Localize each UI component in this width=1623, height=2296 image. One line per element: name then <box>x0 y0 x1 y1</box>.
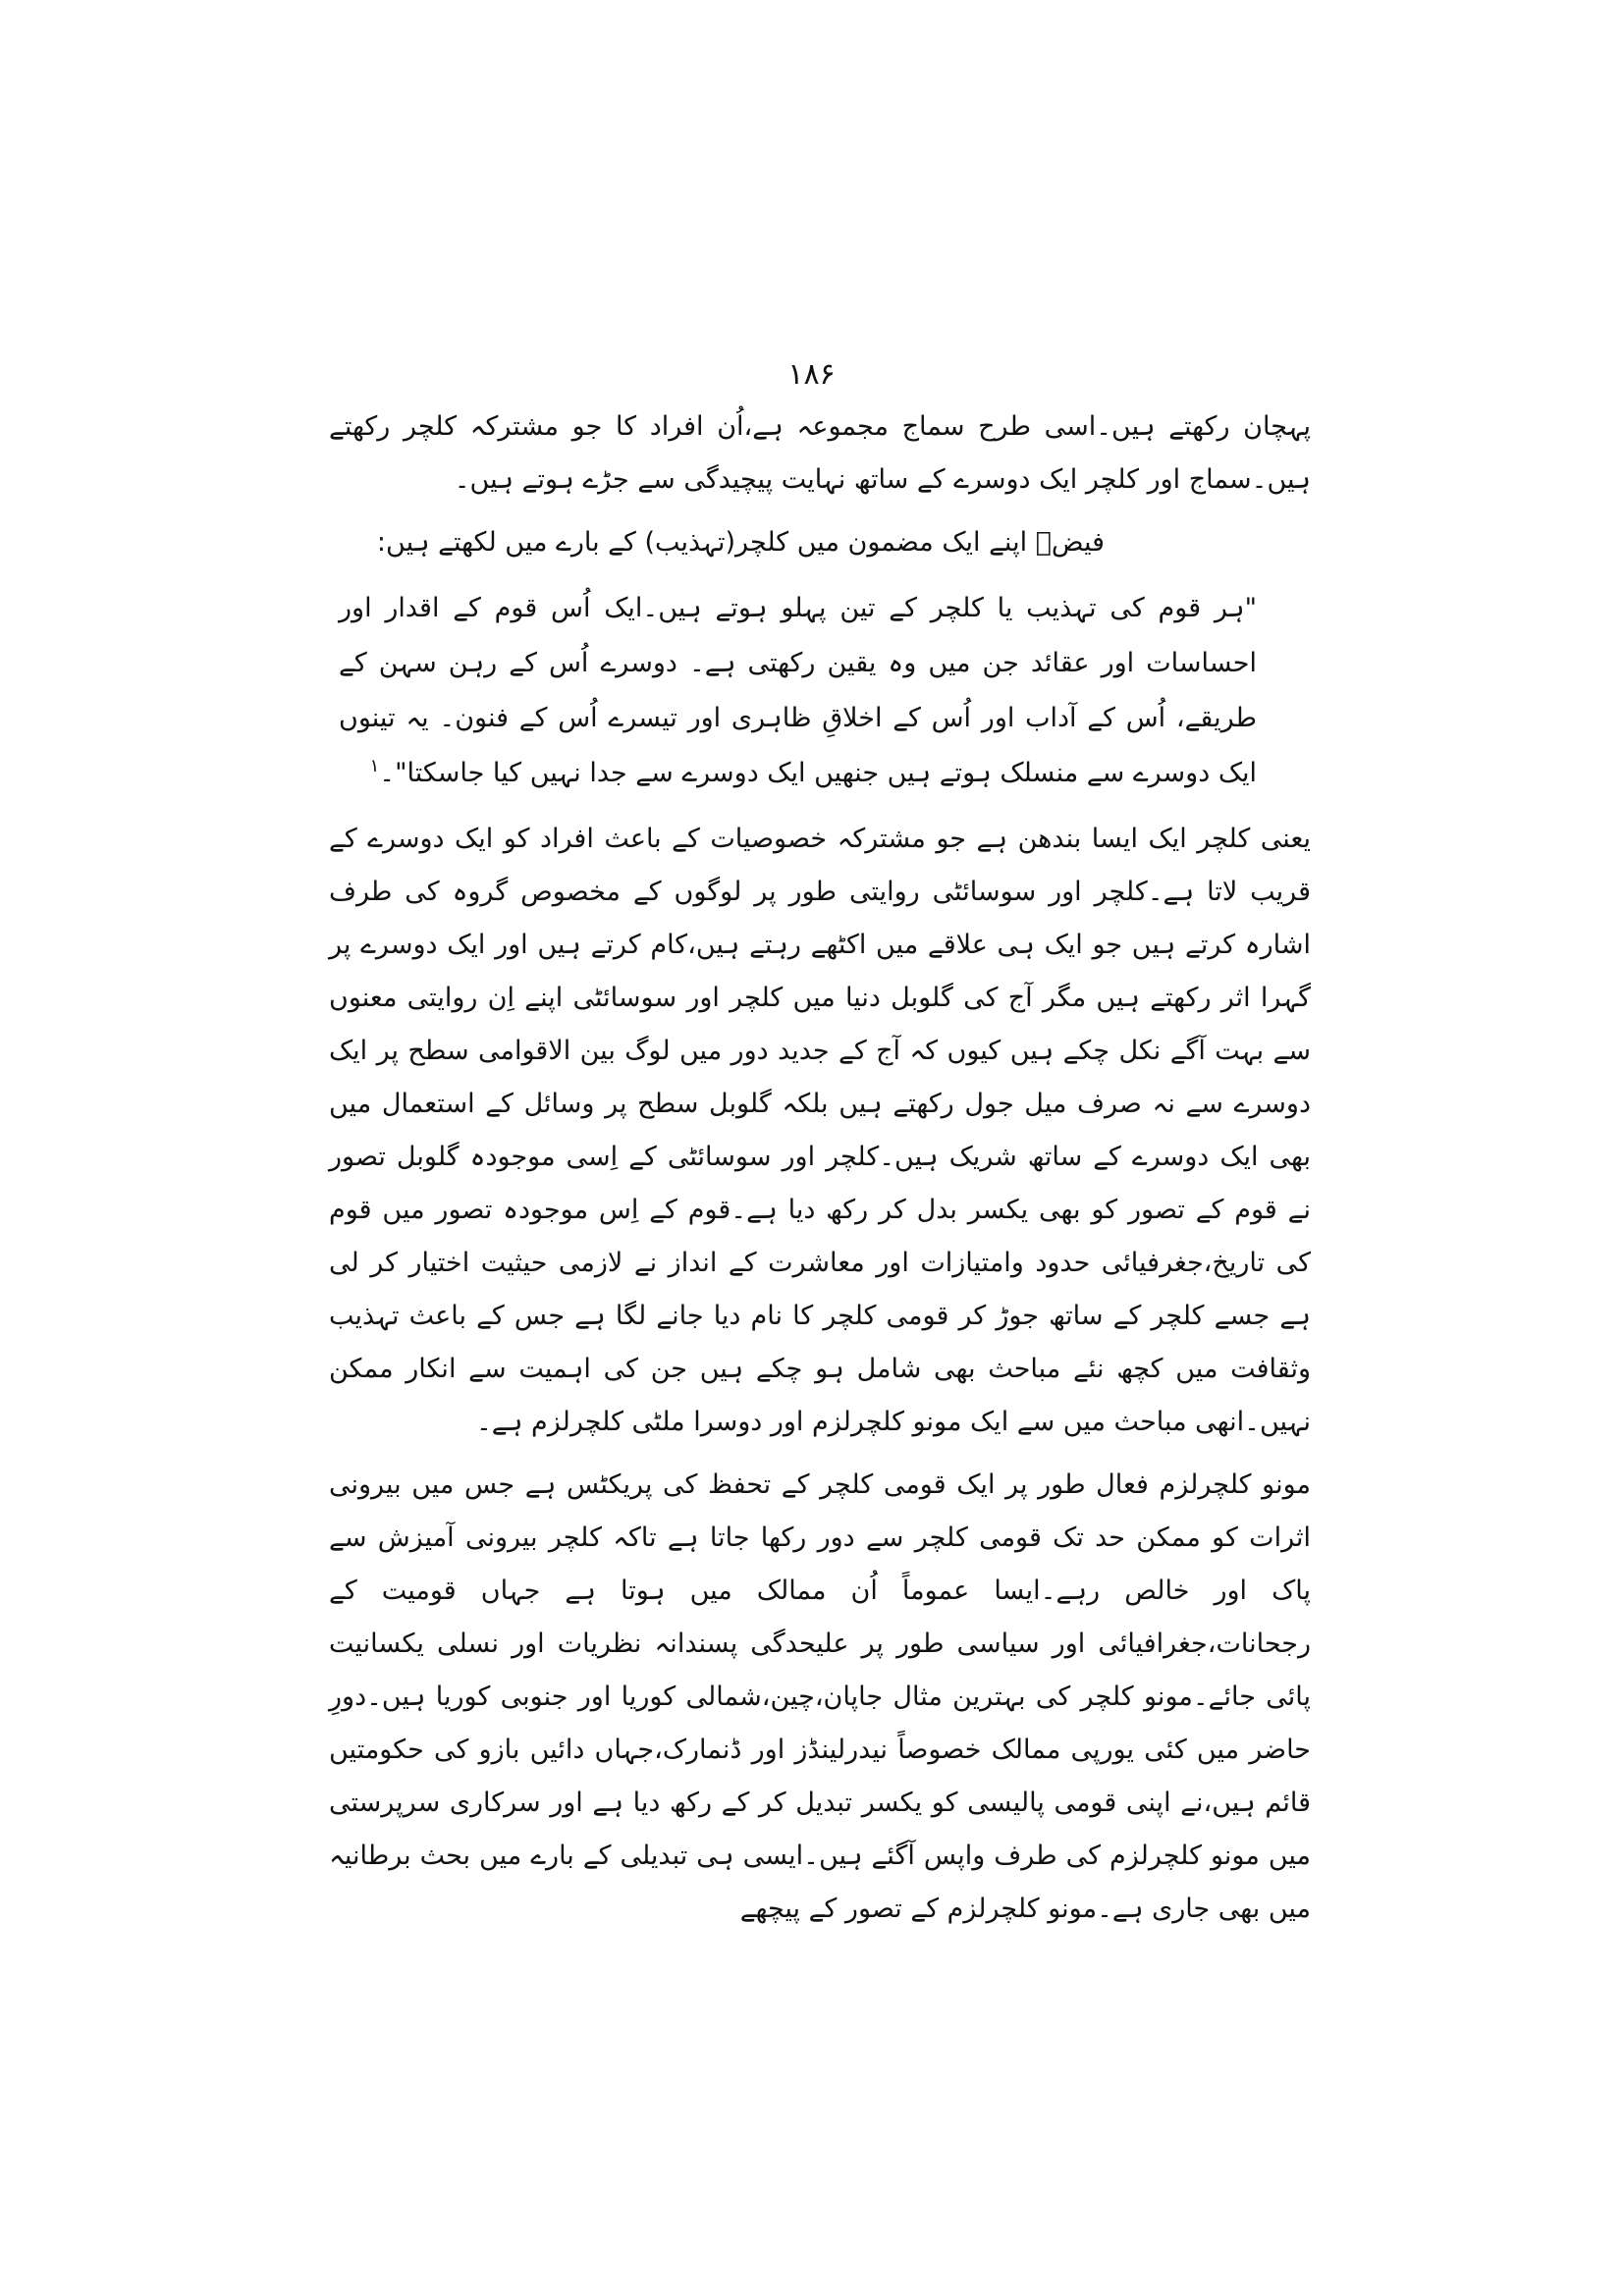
page-text <box>329 400 1311 1946</box>
paragraph-monoculturalism: مونو کلچرلزم فعال طور پر ایک قومی کلچر کے تحفظ کی پریکٹس ہے جس میں بیرونی اثرات کو ممکن حد تک قومی کلچر سے دور رکھا جاتا ہے تاکہ کلچر بیرونی آمیزش سے پاک اور خالص رہے۔ایسا عموماً اُن ممالک میں ہوتا ہے جہاں قومیت کے رجحانات،جغرافیائی اور سیاسی طور پر علیحدگی پسندانہ نظریات اور نسلی یکسانیت پائی جائے۔مونو کلچر کی بہترین مثال جاپان،چین،شمالی کوریا اور جنوبی کوریا ہیں۔دورِ حاضر میں کئی یورپی ممالک خصوصاً نیدرلینڈز اور ڈنمارک،جہاں دائیں بازو کی حکومتیں قائم ہیں،نے اپنی قومی پالیسی کو یکسر تبدیل کر کے رکھ دیا ہے اور سرکاری سرپرستی میں مونو کلچرلزم کی طرف واپس آگئے ہیں۔ایسی ہی تبدیلی کے بارے میں بحث برطانیہ میں بھی جاری ہے۔مونو کلچرلزم کے تصور کے پیچھے <box>329 1469 1311 1924</box>
page-number: ۱۸۶ <box>787 357 836 392</box>
footnote-marker: ۱ <box>369 756 380 776</box>
quote-introduction: فیضؔ اپنے ایک مضمون میں کلچر(تہذیب) کے بارے میں لکھتے ہیں: <box>376 527 1105 558</box>
block-quote <box>329 581 1311 801</box>
paragraph-culture-society: یعنی کلچر ایک ایسا بندھن ہے جو مشترکہ خصوصیات کے باعث افراد کو ایک دوسرے کے قریب لاتا ہے۔کلچر اور سوسائٹی روایتی طور پر لوگوں کے مخصوص گروہ کی طرف اشارہ کرتے ہیں جو ایک ہی علاقے میں اکٹھے رہتے ہیں،کام کرتے ہیں اور ایک دوسرے پر گہرا اثر رکھتے ہیں مگر آج کی گلوبل دنیا میں کلچر اور سوسائٹی اپنے اِن روایتی معنوں سے بہت آگے نکل چکے ہیں کیوں کہ آج کے جدید دور میں لوگ بین الاقوامی سطح پر ایک دوسرے سے نہ صرف میل جول رکھتے ہیں بلکہ گلوبل سطح پر وسائل کے استعمال میں بھی ایک دوسرے کے ساتھ شریک ہیں۔کلچر اور سوسائٹی کے اِسی موجودہ گلوبل تصور نے قوم کے تصور کو بھی یکسر بدل کر رکھ دیا ہے۔قوم کے اِس موجودہ تصور میں قوم کی تاریخ،جغرفیائی حدود وامتیازات اور معاشرت کے انداز نے لازمی حیثیت اختیار کر لی ہے جسے کلچر کے ساتھ جوڑ کر قومی کلچر کا نام دیا جانے لگا ہے جس کے باعث تہذیب وثقافت میں کچھ نئے مباحث بھی شامل ہو چکے ہیں جن کی اہمیت سے انکار ممکن نہیں۔انھی مباحث میں سے ایک مونو کلچرلزم اور دوسرا ملٹی کلچرلزم ہے۔ <box>329 824 1311 1437</box>
paragraph-opening: پہچان رکھتے ہیں۔اسی طرح سماج مجموعہ ہے،اُن افراد کا جو مشترکہ کلچر رکھتے ہیں۔سماج اور کلچر ایک دوسرے کے ساتھ نہایت پیچیدگی سے جڑے ہوتے ہیں۔ <box>329 411 1311 495</box>
quote-text: "ہر قوم کی تہذیب یا کلچر کے تین پہلو ہوتے ہیں۔ایک اُس قوم کے اقدار اور احساسات اور عقائد جن میں وہ یقین رکھتی ہے۔ دوسرے اُس کے رہن سہن کے طریقے، اُس کے آداب اور اُس کے اخلاقِ ظاہری اور تیسرے اُس کے فنون۔ یہ تینوں ایک دوسرے سے منسلک ہوتے ہیں جنھیں ایک دوسرے سے جدا نہیں کیا جاسکتا"۔ <box>339 593 1257 788</box>
